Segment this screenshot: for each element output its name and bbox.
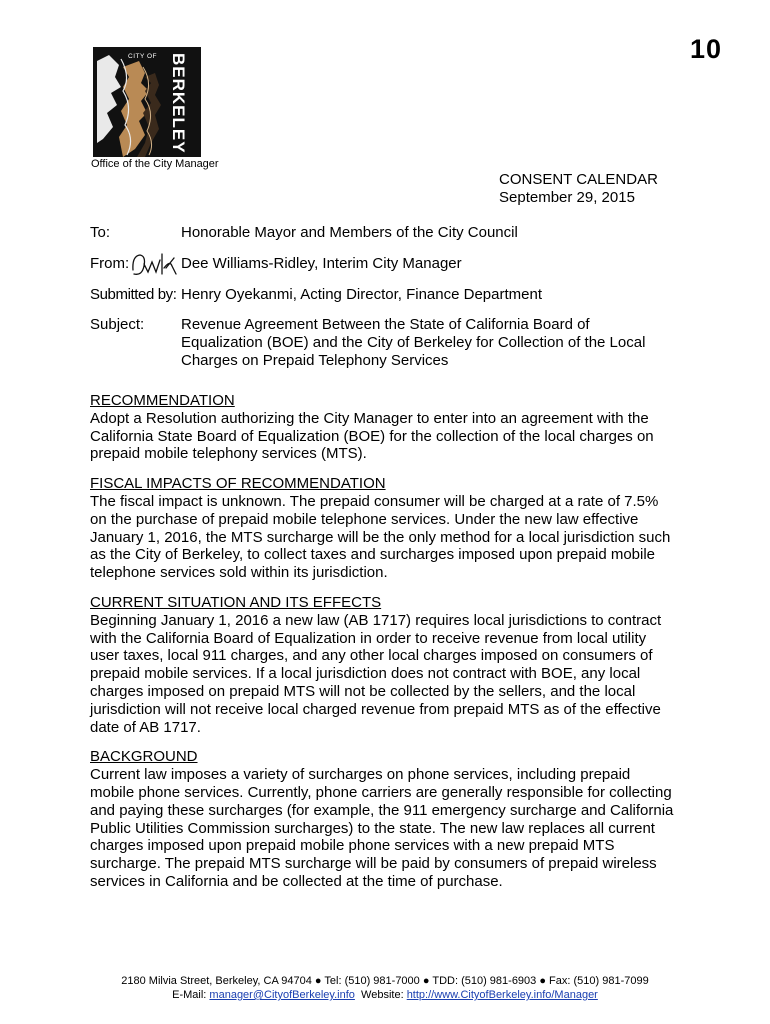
footer-contact	[0, 988, 770, 1002]
section-recommendation	[90, 392, 690, 463]
footer-email-label: E-Mail:	[172, 989, 207, 1001]
subject-label: Subject:	[90, 316, 145, 333]
subject-line: Charges on Prepaid Telephony Services	[181, 352, 449, 369]
section-line: telephone services sold within its jurisdiction.	[90, 564, 388, 582]
section-line: date of AB 1717.	[90, 718, 201, 736]
section-current-situation	[90, 594, 690, 736]
submitted-by-label: Submitted by:	[90, 286, 177, 303]
section-line: Beginning January 1, 2016 a new law (AB 1717) requires local jurisdictions to contract	[90, 611, 662, 629]
logo-city-of: CITY OF	[128, 53, 158, 60]
handwritten-signature-icon	[130, 250, 182, 280]
section-line: on the purchase of prepaid mobile telephone services. Under the new law effective	[90, 510, 639, 528]
section-heading: BACKGROUND	[90, 748, 198, 766]
section-line: Adopt a Resolution authorizing the City Manager to enter into an agreement with the	[90, 409, 649, 427]
from-label: From:	[90, 255, 130, 272]
footer-email-link[interactable]: manager@CityofBerkeley.info	[209, 989, 355, 1001]
from-value: Dee Williams-Ridley, Interim City Manager	[181, 255, 462, 272]
logo-city-name: BERKELEY	[169, 53, 188, 154]
report-body	[90, 392, 690, 903]
footer-website-label: Website:	[361, 989, 404, 1001]
section-heading: CURRENT SITUATION AND ITS EFFECTS	[90, 593, 382, 611]
city-of-berkeley-logo-graphic	[93, 47, 201, 157]
footer-address: 2180 Milvia Street, Berkeley, CA 94704 ● Tel: (510) 981-7000 ● TDD: (510) 981-6903 ● Fax: (510) 981-7099	[121, 975, 649, 987]
subject-line: Equalization (BOE) and the City of Berkeley for Collection of the Local	[181, 334, 646, 351]
subject-line: Revenue Agreement Between the State of California Board of	[181, 316, 590, 333]
section-line: user taxes, local 911 charges, and any other local charges imposed on consumers of	[90, 647, 653, 665]
section-line: with the California Board of Equalization in order to receive revenue from local utility	[90, 629, 647, 647]
section-line: charges imposed on prepaid MTS will not be collected by the sellers, and the local	[90, 682, 636, 700]
city-of-berkeley-logo	[93, 47, 201, 157]
section-line: Public Utilities Commission surcharges) to the state. The new law replaces all current	[90, 819, 655, 837]
subject-value	[181, 316, 681, 370]
section-fiscal-impacts	[90, 475, 690, 582]
item-number: 10	[690, 34, 723, 64]
section-line: prepaid mobile telephony services (MTS).	[90, 445, 367, 463]
section-line: mobile phone services. Currently, phone carriers are generally responsible for collecting	[90, 783, 672, 801]
section-line: charges imposed upon prepaid mobile phone services with a new prepaid MTS	[90, 837, 615, 855]
section-line: surcharge. The prepaid MTS surcharge will be paid by consumers of prepaid wireless	[90, 855, 657, 873]
footer	[0, 974, 770, 1002]
section-background	[90, 748, 690, 890]
footer-website-link[interactable]: http://www.CityofBerkeley.info/Manager	[406, 989, 598, 1001]
section-line: services in California and be collected at the time of purchase.	[90, 872, 503, 890]
submitted-by-value: Henry Oyekanmi, Acting Director, Finance Department	[181, 286, 542, 303]
section-line: January 1, 2016, the MTS surcharge will be the only method for a local jurisdiction such	[90, 528, 671, 546]
meeting-date: September 29, 2015	[499, 189, 635, 206]
calendar-type: CONSENT CALENDAR	[499, 171, 658, 188]
office-caption: Office of the City Manager	[91, 158, 219, 170]
to-label: To:	[90, 224, 111, 241]
section-line: and paying these surcharges (for example, the 911 emergency surcharge and California	[90, 801, 674, 819]
section-line: jurisdiction will not receive local charged revenue from prepaid MTS as of the effective	[90, 700, 661, 718]
to-value: Honorable Mayor and Members of the City Council	[181, 224, 518, 241]
section-heading: FISCAL IMPACTS OF RECOMMENDATION	[90, 475, 386, 493]
section-line: The fiscal impact is unknown. The prepaid consumer will be charged at a rate of 7.5%	[90, 492, 659, 510]
section-line: prepaid mobile services. If a local jurisdiction does not contract with BOE, any local	[90, 665, 641, 683]
section-heading: RECOMMENDATION	[90, 392, 235, 409]
section-line: Current law imposes a variety of surcharges on phone services, including prepaid	[90, 766, 631, 784]
section-line: California State Board of Equalization (BOE) for the collection of the local charges on	[90, 427, 654, 445]
section-line: as the City of Berkeley, to collect taxes and surcharges imposed upon prepaid mobile	[90, 546, 656, 564]
consent-block	[499, 171, 658, 207]
